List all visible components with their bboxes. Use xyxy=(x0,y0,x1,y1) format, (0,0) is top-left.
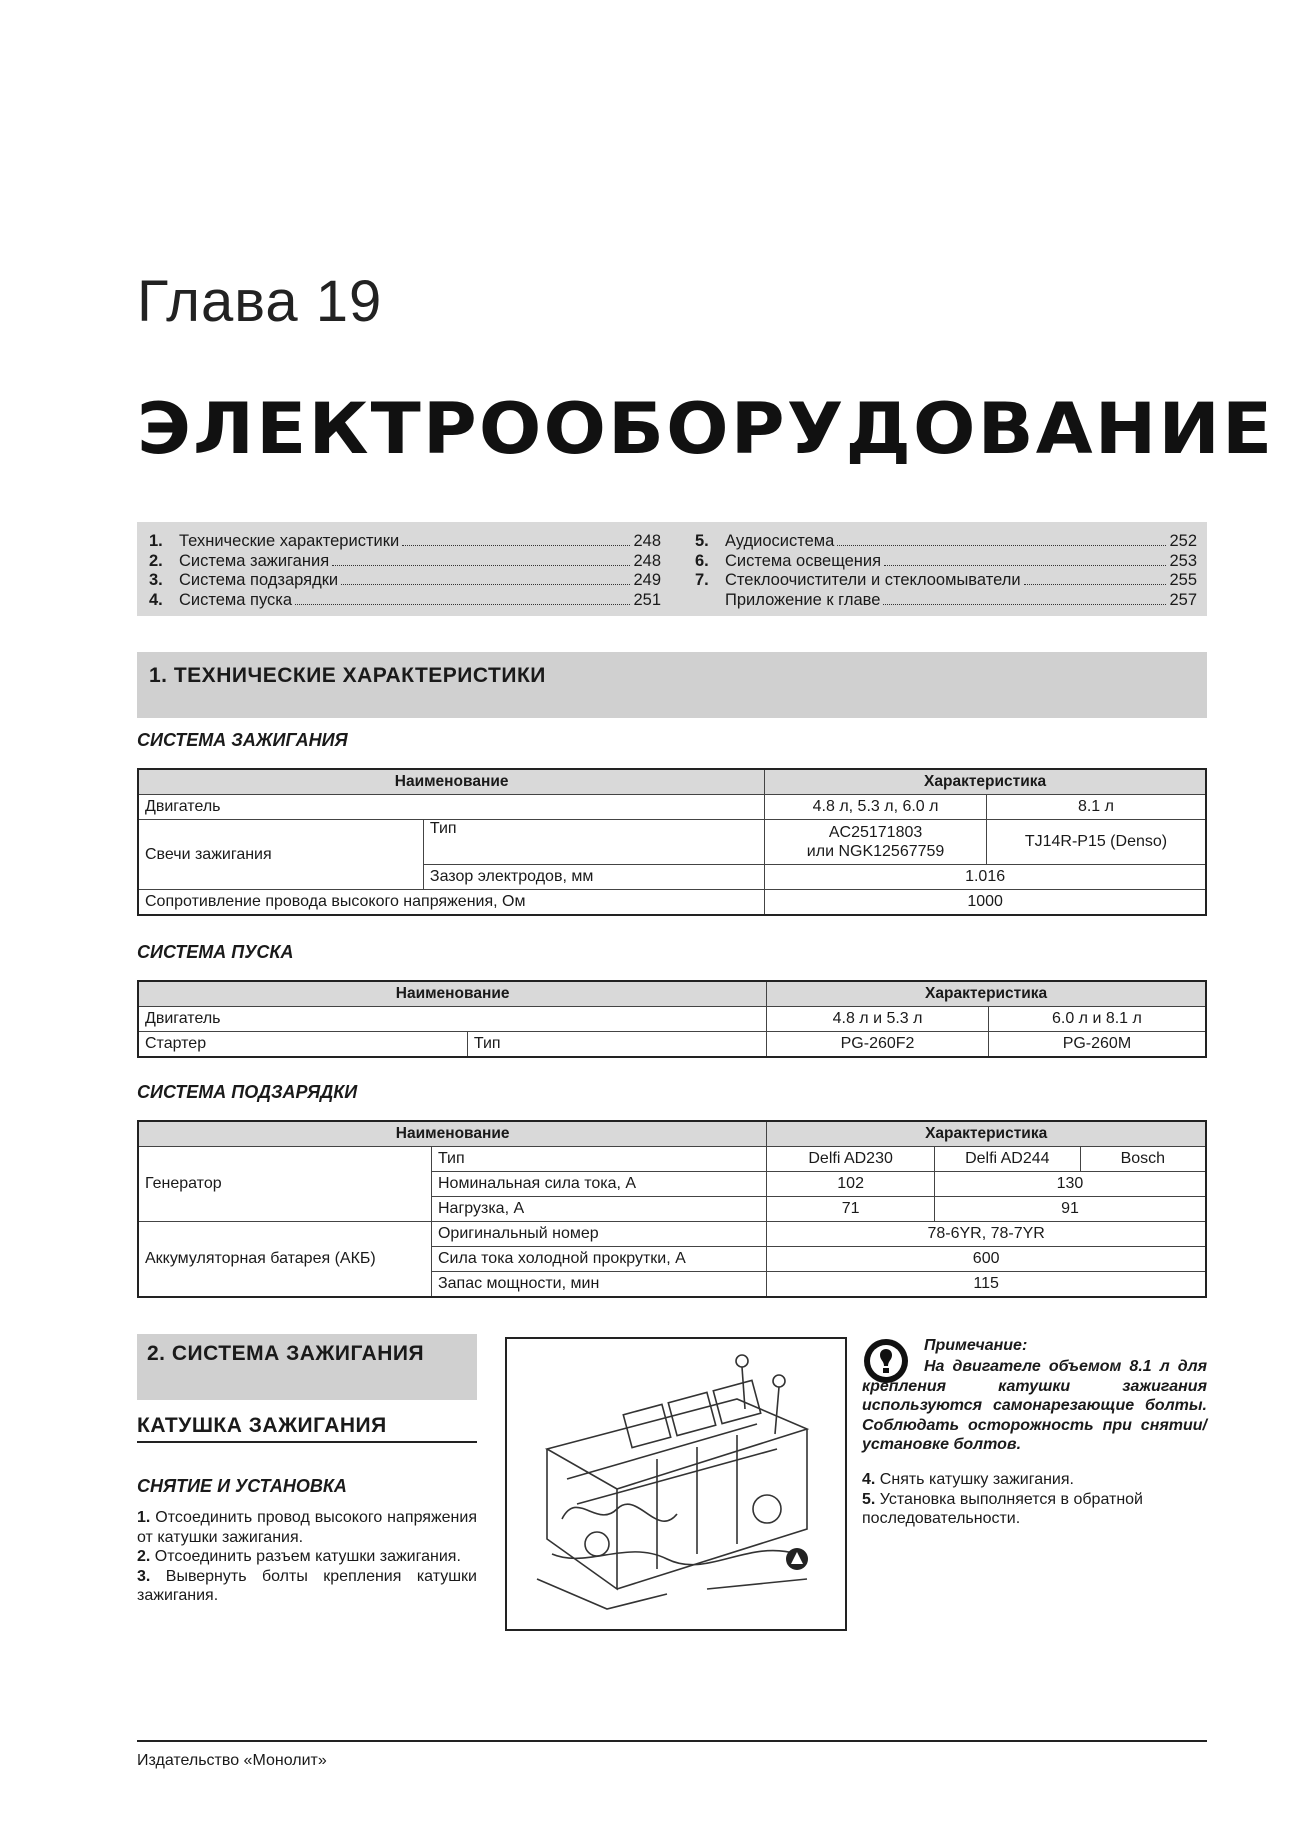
toc-item[interactable] xyxy=(149,591,661,611)
toc-text: Стеклоочистители и стеклоомыватели xyxy=(725,571,1021,589)
toc-page: 248 xyxy=(633,551,661,570)
toc-page: 248 xyxy=(633,532,661,550)
toc-page: 255 xyxy=(1169,571,1197,589)
table-header-row xyxy=(138,1121,1206,1147)
section-2-header xyxy=(137,1334,477,1400)
toc-item[interactable] xyxy=(695,532,1197,552)
cell-type: Тип xyxy=(431,1147,766,1172)
charge-table xyxy=(137,1120,1207,1298)
step-2 xyxy=(137,1547,477,1567)
toc-leader xyxy=(837,545,1166,546)
detail-marker-icon xyxy=(786,1548,808,1570)
toc-number: 7. xyxy=(695,571,709,589)
cell-type-v1: PG-260F2 xyxy=(767,1032,989,1058)
cell-type-v2: PG-260M xyxy=(988,1032,1206,1058)
cell-resist-v: 1000 xyxy=(765,890,1206,916)
table-of-contents xyxy=(137,522,1207,616)
cell-reserve: Запас мощности, мин xyxy=(431,1272,766,1298)
cell-engine-v2: 6.0 л и 8.1 л xyxy=(988,1007,1206,1032)
section-1-header xyxy=(137,652,1207,718)
cell-load-v1: 71 xyxy=(767,1197,935,1222)
toc-item[interactable] xyxy=(149,532,661,552)
toc-number: 6. xyxy=(695,551,709,570)
section-2-title: 2. СИСТЕМА ЗАЖИГАНИЯ xyxy=(147,1342,425,1365)
cell-type: Тип xyxy=(423,820,764,865)
header-characteristic: Характеристика xyxy=(767,981,1206,1007)
engine-drawing xyxy=(507,1339,845,1629)
coil-title: КАТУШКА ЗАЖИГАНИЯ xyxy=(137,1414,387,1437)
toc-number: 2. xyxy=(149,551,163,570)
header-characteristic: Характеристика xyxy=(765,769,1206,795)
table-row xyxy=(138,1032,1206,1058)
toc-text: Технические характеристики xyxy=(179,532,400,550)
footer-divider xyxy=(137,1740,1207,1742)
step-number: 5. xyxy=(862,1490,876,1508)
toc-item[interactable] xyxy=(149,571,661,591)
toc-text: Система зажигания xyxy=(179,551,330,570)
cell-current-v1: 102 xyxy=(767,1172,935,1197)
step-number: 2. xyxy=(137,1548,151,1565)
table-row xyxy=(138,820,1206,865)
plug-ngk: или NGK12567759 xyxy=(806,843,945,860)
step-text: Отсоединить разъем катушки зажигания. xyxy=(154,1548,461,1565)
table-header-row xyxy=(138,769,1206,795)
cell-type-v1 xyxy=(765,820,987,865)
cell-engine: Двигатель xyxy=(138,1007,767,1032)
toc-text: Приложение к главе xyxy=(725,590,881,609)
steps-right xyxy=(862,1470,1207,1529)
steps-left xyxy=(137,1508,477,1606)
cell-engine: Двигатель xyxy=(138,795,765,820)
toc-page: 257 xyxy=(1169,590,1197,609)
footer-publisher: Издательство «Монолит» xyxy=(137,1752,327,1769)
cell-gap-v: 1.016 xyxy=(765,865,1206,890)
cell-battery: Аккумуляторная батарея (АКБ) xyxy=(138,1222,431,1298)
cell-engine-v2: 8.1 л xyxy=(986,795,1206,820)
ignition-subtitle: СИСТЕМА ЗАЖИГАНИЯ xyxy=(137,730,348,750)
header-characteristic: Характеристика xyxy=(767,1121,1206,1147)
cell-resist: Сопротивление провода высокого напряжения, Ом xyxy=(138,890,765,916)
step-number: 3. xyxy=(137,1567,151,1585)
toc-column-right xyxy=(695,532,1197,610)
toc-column-left xyxy=(149,532,661,610)
step-text: Снять катушку зажигания. xyxy=(879,1471,1074,1488)
chapter-number: Глава 19 xyxy=(137,269,383,334)
step-4 xyxy=(862,1470,1207,1490)
cell-load: Нагрузка, А xyxy=(431,1197,766,1222)
cell-type-v2: Delfi AD244 xyxy=(934,1147,1080,1172)
toc-page: 251 xyxy=(633,590,661,609)
toc-leader xyxy=(402,545,630,546)
cell-orig: Оригинальный номер xyxy=(431,1222,766,1247)
step-5 xyxy=(862,1490,1207,1529)
engine-illustration xyxy=(505,1337,847,1631)
cell-starter: Стартер xyxy=(138,1032,467,1058)
cell-gap: Зазор электродов, мм xyxy=(423,865,764,890)
cell-engine-v1: 4.8 л и 5.3 л xyxy=(767,1007,989,1032)
cell-cold: Сила тока холодной прокрутки, А xyxy=(431,1247,766,1272)
table-row xyxy=(138,1222,1206,1247)
step-text: Вывернуть болты крепления катушки зажигания. xyxy=(137,1567,477,1604)
start-subtitle: СИСТЕМА ПУСКА xyxy=(137,942,294,962)
cell-cold-v: 600 xyxy=(767,1247,1206,1272)
cell-current: Номинальная сила тока, А xyxy=(431,1172,766,1197)
toc-leader xyxy=(884,565,1166,566)
toc-page: 253 xyxy=(1169,551,1197,570)
header-name: Наименование xyxy=(138,981,767,1007)
cell-type-v1: Delfi AD230 xyxy=(767,1147,935,1172)
step-number: 1. xyxy=(137,1509,151,1526)
toc-number: 1. xyxy=(149,532,163,550)
cell-orig-v: 78-6YR, 78-7YR xyxy=(767,1222,1206,1247)
cell-engine-v1: 4.8 л, 5.3 л, 6.0 л xyxy=(765,795,987,820)
plug-ac: AC25171803 xyxy=(828,824,923,841)
cell-type-v2: TJ14R-P15 (Denso) xyxy=(986,820,1206,865)
start-table xyxy=(137,980,1207,1058)
cell-generator: Генератор xyxy=(138,1147,431,1222)
cell-current-v2: 130 xyxy=(934,1172,1206,1197)
charge-subtitle: СИСТЕМА ПОДЗАРЯДКИ xyxy=(137,1082,358,1102)
table-row xyxy=(138,1007,1206,1032)
toc-text: Система пуска xyxy=(179,590,293,609)
removal-title: СНЯТИЕ И УСТАНОВКА xyxy=(137,1476,347,1496)
toc-leader xyxy=(332,565,630,566)
toc-item[interactable] xyxy=(695,552,1197,572)
cell-type: Тип xyxy=(467,1032,766,1058)
table-row xyxy=(138,1147,1206,1172)
step-text: Отсоединить провод высокого напряжения от катушки зажигания. xyxy=(137,1509,477,1546)
toc-item[interactable] xyxy=(149,552,661,572)
table-row xyxy=(138,795,1206,820)
toc-text: Аудиосистема xyxy=(725,532,835,550)
toc-leader xyxy=(1024,584,1167,585)
note-title: Примечание: xyxy=(924,1337,1028,1354)
toc-page: 249 xyxy=(633,571,661,589)
toc-number: 3. xyxy=(149,571,163,589)
toc-item[interactable] xyxy=(695,591,1197,611)
table-header-row xyxy=(138,981,1206,1007)
table-row xyxy=(138,890,1206,916)
header-name: Наименование xyxy=(138,1121,767,1147)
toc-page: 252 xyxy=(1169,532,1197,550)
toc-item[interactable] xyxy=(695,571,1197,591)
header-name: Наименование xyxy=(138,769,765,795)
step-1 xyxy=(137,1508,477,1547)
coil-title-underline xyxy=(137,1441,477,1443)
toc-leader xyxy=(883,604,1166,605)
ignition-table xyxy=(137,768,1207,916)
toc-leader xyxy=(295,604,630,605)
cell-load-v2: 91 xyxy=(934,1197,1206,1222)
cell-plugs: Свечи зажигания xyxy=(138,820,423,890)
toc-number: 5. xyxy=(695,532,709,550)
section-1-title: 1. ТЕХНИЧЕСКИЕ ХАРАКТЕРИСТИКИ xyxy=(149,664,546,687)
note-text: На двигателе объемом 8.1 л для крепления катушки зажигания используются самонарезающие болты. Соблюдать осторожность при снятии/установке болтов. xyxy=(862,1358,1207,1453)
toc-text: Система освещения xyxy=(725,551,882,570)
toc-text: Система подзарядки xyxy=(179,571,339,589)
cell-type-v3: Bosch xyxy=(1080,1147,1206,1172)
toc-leader xyxy=(341,584,630,585)
step-3 xyxy=(137,1567,477,1606)
step-number: 4. xyxy=(862,1471,876,1488)
cell-reserve-v: 115 xyxy=(767,1272,1206,1298)
chapter-title: ЭЛЕКТРООБОРУДОВАНИЕ xyxy=(137,388,1275,470)
step-text: Установка выполняется в обратной последовательности. xyxy=(862,1490,1143,1527)
toc-number: 4. xyxy=(149,590,163,609)
